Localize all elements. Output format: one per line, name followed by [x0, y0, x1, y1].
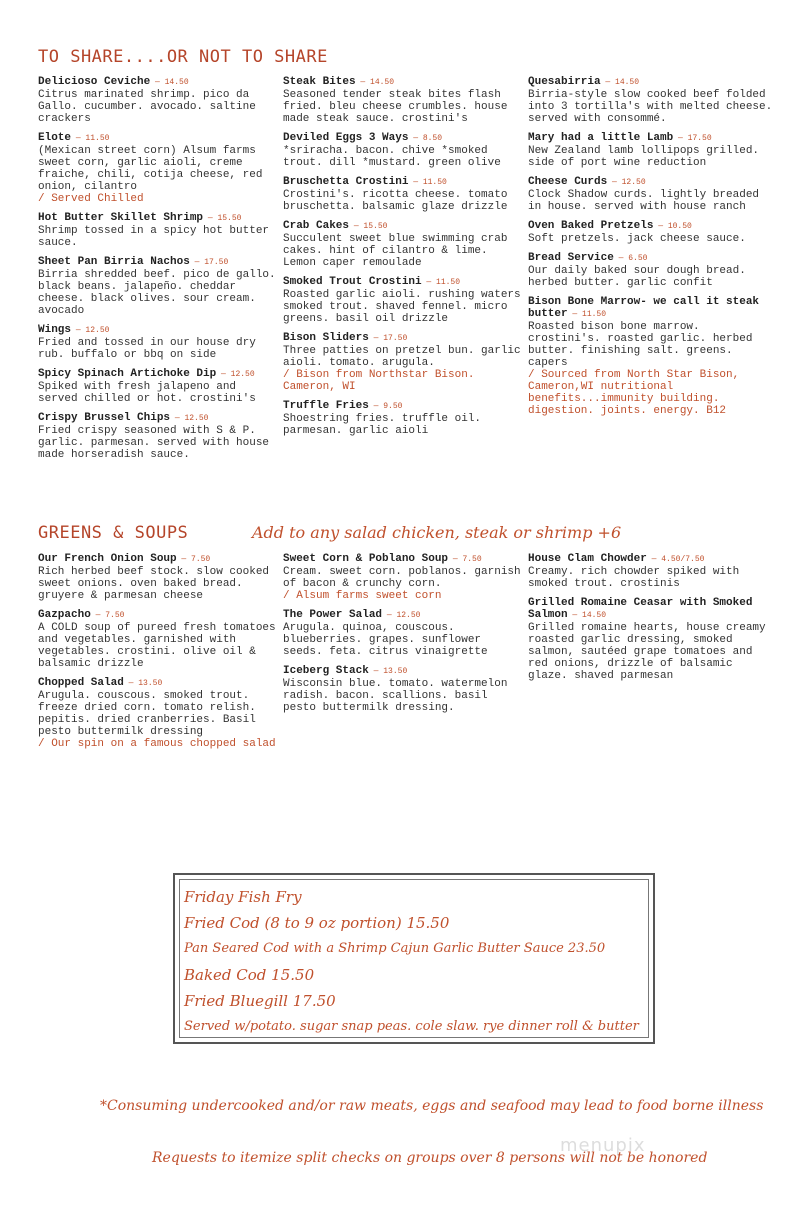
menu-item-name: Mary had a little Lamb — [528, 132, 674, 144]
menu-item-name: House Clam Chowder — [528, 553, 647, 565]
menu-item-name: Bison Sliders — [283, 332, 369, 344]
menu-item: Cheese Curds — 12.50 Clock Shadow curds. lightly breaded in house. served with house ranch — [528, 176, 778, 213]
fish-fry-item: Pan Seared Cod with a Shrimp Cajun Garlic Butter Sauce 23.50 — [184, 941, 606, 956]
menu-item-description: Seasoned tender steak bites flash fried. bleu cheese crumbles. house made steak sauce. crostini's — [283, 89, 508, 125]
share-column-3 — [528, 76, 778, 424]
menu-item-description: Birria-style slow cooked beef folded into 3 tortilla's with melted cheese. served with consommé. — [528, 89, 773, 125]
menu-item-description: Spiked with fresh jalapeno and served chilled or hot. crostini's — [38, 381, 256, 405]
menu-item-note: / Sourced from North Star Bison, Cameron,WI nutritional benefits...immunity building. digestion. joints. energy. B12 — [528, 369, 740, 417]
menu-item: Spicy Spinach Artichoke Dip — 12.50 Spiked with fresh jalapeno and served chilled or hot. crostini's — [38, 368, 276, 405]
menu-item: Bison Bone Marrow- we call it steak butter — 11.50 Roasted bison bone marrow. crostini's. roasted garlic. herbed butter. finishing salt. greens. capers / Sourced from North Star Bison, Cameron,WI nutritional benefits...immunity building. digestion. joints. energy. B12 — [528, 296, 778, 417]
menu-item: Chopped Salad — 13.50 Arugula. couscous. smoked trout. freeze dried corn. tomato relish. pepitis. dried cranberries. Basil pesto buttermilk dressing / Our spin on a famous chopped salad — [38, 677, 276, 750]
fish-fry-title: Friday Fish Fry — [184, 888, 302, 906]
watermark: menupix — [560, 1135, 646, 1156]
menu-item-name: Bruschetta Crostini — [283, 176, 409, 188]
fish-fry-inner — [179, 879, 649, 1038]
menu-item: Grilled Romaine Ceasar with Smoked Salmon — 14.50 Grilled romaine hearts, house creamy roasted garlic dressing, smoked salmon, sautéed grape tomatoes and red onions, drizzle of balsamic glaze. shaved parmesan — [528, 597, 778, 682]
split-check-notice: Requests to itemize split checks on groups over 8 persons will not be honored — [152, 1150, 708, 1166]
menu-item-name: Delicioso Ceviche — [38, 76, 151, 88]
share-section-title: TO SHARE....OR NOT TO SHARE — [38, 47, 328, 67]
menu-item-name: Iceberg Stack — [283, 665, 369, 677]
menu-item: Bread Service — 6.50 Our daily baked sour dough bread. herbed butter. garlic confit — [528, 252, 778, 289]
menu-item-description: Creamy. rich chowder spiked with smoked trout. crostinis — [528, 566, 740, 590]
menu-item-price: 12.50 — [396, 611, 421, 620]
menu-item-name: The Power Salad — [283, 609, 383, 621]
menu-item-price: 14.50 — [370, 78, 395, 87]
fish-fry-item: Fried Cod (8 to 9 oz portion) 15.50 — [184, 914, 450, 932]
menu-item-description: Succulent sweet blue swimming crab cakes. hint of cilantro & lime. Lemon caper remoulade — [283, 233, 508, 269]
menu-item: House Clam Chowder — 4.50/7.50 Creamy. rich chowder spiked with smoked trout. crostinis — [528, 553, 778, 590]
menu-item-description: Fried and tossed in our house dry rub. buffalo or bbq on side — [38, 337, 256, 361]
menu-item-price: 11.50 — [85, 134, 110, 143]
fish-fry-box — [173, 873, 655, 1044]
menu-item-price: 15.50 — [363, 222, 388, 231]
menu-item-description: Clock Shadow curds. lightly breaded in house. served with house ranch — [528, 189, 760, 213]
fish-fry-item: Baked Cod 15.50 — [184, 966, 315, 984]
menu-item: The Power Salad — 12.50 Arugula. quinoa, couscous. blueberries. grapes. sunflower seeds. feta. citrus vinaigrette — [283, 609, 521, 658]
menu-item: Steak Bites — 14.50 Seasoned tender steak bites flash fried. bleu cheese crumbles. house made steak sauce. crostini's — [283, 76, 521, 125]
menu-item-price: 9.50 — [383, 402, 403, 411]
menu-item-name: Quesabirria — [528, 76, 601, 88]
menu-item-name: Our French Onion Soup — [38, 553, 177, 565]
menu-item: Smoked Trout Crostini — 11.50 Roasted garlic aioli. rushing waters smoked trout. shaved fennel. micro greens. basil oil drizzle — [283, 276, 521, 325]
menu-item-price: 7.50 — [462, 555, 482, 564]
menu-item-price: 12.50 — [230, 370, 255, 379]
greens-section-title: GREENS & SOUPS — [38, 523, 189, 543]
menu-item: Hot Butter Skillet Shrimp — 15.50 Shrimp tossed in a spicy hot butter sauce. — [38, 212, 276, 249]
menu-item-name: Wings — [38, 324, 72, 336]
menu-item-name: Grilled Romaine Ceasar with Smoked Salmon — [528, 597, 753, 621]
menu-item-name: Smoked Trout Crostini — [283, 276, 422, 288]
menu-item-description: Roasted bison bone marrow. crostini's. roasted garlic. herbed butter. finishing salt. greens. capers — [528, 321, 753, 369]
menu-item-name: Gazpacho — [38, 609, 91, 621]
menu-item-price: 6.50 — [628, 254, 648, 263]
menu-item-description: Three patties on pretzel bun. garlic aioli. tomato. arugula. — [283, 345, 521, 369]
menu-item: Our French Onion Soup — 7.50 Rich herbed beef stock. slow cooked sweet onions. oven baked bread. gruyere & parmesan cheese — [38, 553, 276, 602]
menu-item-name: Oven Baked Pretzels — [528, 220, 654, 232]
menu-item-name: Truffle Fries — [283, 400, 369, 412]
menu-item-description: Citrus marinated shrimp. pico da Gallo. cucumber. avocado. saltine crackers — [38, 89, 256, 125]
menu-item-price: 7.50 — [191, 555, 211, 564]
menu-item-name: Deviled Eggs 3 Ways — [283, 132, 409, 144]
menu-item-price: 13.50 — [138, 679, 163, 688]
menu-item-description: Our daily baked sour dough bread. herbed butter. garlic confit — [528, 265, 746, 289]
menu-item-price: 11.50 — [422, 178, 447, 187]
menu-item-price: 12.50 — [184, 414, 209, 423]
menu-item-name: Spicy Spinach Artichoke Dip — [38, 368, 217, 380]
menu-item-description: Grilled romaine hearts, house creamy roasted garlic dressing, smoked salmon, sautéed grape tomatoes and red onions, drizzle of balsamic glaze. shaved parmesan — [528, 622, 766, 682]
share-column-2 — [283, 76, 521, 444]
menu-item-description: Wisconsin blue. tomato. watermelon radish. bacon. scallions. basil pesto buttermilk dressing. — [283, 678, 508, 714]
menu-item: Elote — 11.50 (Mexican street corn) Alsum farms sweet corn, garlic aioli, creme fraiche, chili, cotija cheese, red onion, cilantro / Served Chilled — [38, 132, 276, 205]
menu-item-name: Steak Bites — [283, 76, 356, 88]
menu-item-price: 14.50 — [615, 78, 640, 87]
menu-item: Crispy Brussel Chips — 12.50 Fried crispy seasoned with S & P. garlic. parmesan. served with house made horseradish sauce. — [38, 412, 276, 461]
menu-item-price: 17.50 — [687, 134, 712, 143]
fish-fry-item: Fried Bluegill 17.50 — [184, 992, 336, 1010]
menu-item: Mary had a little Lamb — 17.50 New Zealand lamb lollipops grilled. side of port wine reduction — [528, 132, 778, 169]
greens-column-2 — [283, 553, 521, 721]
menu-item-price: 11.50 — [582, 310, 607, 319]
menu-item-price: 12.50 — [85, 326, 110, 335]
menu-item: Truffle Fries — 9.50 Shoestring fries. truffle oil. parmesan. garlic aioli — [283, 400, 521, 437]
menu-item-name: Chopped Salad — [38, 677, 124, 689]
menu-item-price: 14.50 — [582, 611, 607, 620]
menu-item-price: 8.50 — [422, 134, 443, 143]
menu-item-description: Crostini's. ricotta cheese. tomato bruschetta. balsamic glaze drizzle — [283, 189, 508, 213]
menu-item-description: Rich herbed beef stock. slow cooked sweet onions. oven baked bread. gruyere & parmesan cheese — [38, 566, 270, 602]
menu-item-price: 7.50 — [105, 611, 125, 620]
menu-item: Gazpacho — 7.50 A COLD soup of pureed fresh tomatoes and vegetables. garnished with vegetables. crostini. olive oil & balsamic drizzle — [38, 609, 276, 670]
menu-item: Oven Baked Pretzels — 10.50 Soft pretzels. jack cheese sauce. — [528, 220, 778, 245]
menu-item-description: Shoestring fries. truffle oil. parmesan. garlic aioli — [283, 413, 482, 437]
menu-item-price: 17.50 — [383, 334, 408, 343]
menu-item-name: Elote — [38, 132, 72, 144]
menu-item: Quesabirria — 14.50 Birria-style slow cooked beef folded into 3 tortilla's with melted cheese. served with consommé. — [528, 76, 778, 125]
fish-fry-sides: Served w/potato. sugar snap peas. cole slaw. rye dinner roll & butter — [184, 1019, 639, 1034]
menu-item-description: Arugula. couscous. smoked trout. freeze dried corn. tomato relish. pepitis. dried cranberries. Basil pesto buttermilk dressing — [38, 690, 256, 738]
menu-item-price: 10.50 — [667, 222, 692, 231]
menu-item: Iceberg Stack — 13.50 Wisconsin blue. tomato. watermelon radish. bacon. scallions. basil pesto buttermilk dressing. — [283, 665, 521, 714]
menu-item-description: Arugula. quinoa, couscous. blueberries. grapes. sunflower seeds. feta. citrus vinaigrette — [283, 622, 488, 658]
menu-item-description: Shrimp tossed in a spicy hot butter sauce. — [38, 225, 270, 249]
menu-item-description: Birria shredded beef. pico de gallo. black beans. jalapeño. cheddar cheese. black olives. sour cream. avocado — [38, 269, 276, 317]
menu-item-description: Fried crispy seasoned with S & P. garlic. parmesan. served with house made horseradish sauce. — [38, 425, 270, 461]
greens-column-1 — [38, 553, 276, 757]
menu-item: Delicioso Ceviche — 14.50 Citrus marinated shrimp. pico da Gallo. cucumber. avocado. saltine crackers — [38, 76, 276, 125]
menu-item-note: / Alsum farms sweet corn — [283, 590, 442, 602]
menu-item-description: Roasted garlic aioli. rushing waters smoked trout. shaved fennel. micro greens. basil oil drizzle — [283, 289, 521, 325]
menu-item: Bruschetta Crostini — 11.50 Crostini's. ricotta cheese. tomato bruschetta. balsamic glaze drizzle — [283, 176, 521, 213]
menu-item-description: Soft pretzels. jack cheese sauce. — [528, 233, 746, 245]
menu-item-name: Bread Service — [528, 252, 614, 264]
menu-item-name: Sheet Pan Birria Nachos — [38, 256, 190, 268]
menu-item-description: A COLD soup of pureed fresh tomatoes and vegetables. garnished with vegetables. crostini. olive oil & balsamic drizzle — [38, 622, 276, 670]
menu-item-name: Sweet Corn & Poblano Soup — [283, 553, 449, 565]
menu-item-price: 14.50 — [164, 78, 189, 87]
menu-item-price: 15.50 — [217, 214, 242, 223]
menu-item: Sweet Corn & Poblano Soup — 7.50 Cream. sweet corn. poblanos. garnish of bacon & crunchy corn. / Alsum farms sweet corn — [283, 553, 521, 602]
menu-item-price: 4.50/7.50 — [661, 555, 705, 564]
menu-item-description: Cream. sweet corn. poblanos. garnish of bacon & crunchy corn. — [283, 566, 521, 590]
menu-item: Deviled Eggs 3 Ways — 8.50 *sriracha. bacon. chive *smoked trout. dill *mustard. green olive — [283, 132, 521, 169]
menu-item-note: / Our spin on a famous chopped salad — [38, 738, 276, 750]
menu-item-description: New Zealand lamb lollipops grilled. side of port wine reduction — [528, 145, 760, 169]
greens-column-3 — [528, 553, 778, 689]
salad-addon-note: Add to any salad chicken, steak or shrimp +6 — [252, 523, 622, 542]
menu-item-name: Bison Bone Marrow- we call it steak butter — [528, 296, 760, 320]
menu-item-name: Crispy Brussel Chips — [38, 412, 171, 424]
menu-item-price: 12.50 — [621, 178, 646, 187]
menu-item-description: (Mexican street corn) Alsum farms sweet corn, garlic aioli, creme fraiche, chili, cotija cheese, red onion, cilantro — [38, 145, 263, 193]
share-column-1 — [38, 76, 276, 468]
menu-item: Wings — 12.50 Fried and tossed in our house dry rub. buffalo or bbq on side — [38, 324, 276, 361]
menu-item-price: 11.50 — [436, 278, 461, 287]
menu-item-note: / Served Chilled — [38, 193, 144, 205]
menu-item-description: *sriracha. bacon. chive *smoked trout. dill *mustard. green olive — [283, 145, 501, 169]
menu-item-price: 13.50 — [383, 667, 408, 676]
menu-item-note: / Bison from Northstar Bison. Cameron, WI — [283, 369, 475, 393]
menu-item: Sheet Pan Birria Nachos — 17.50 Birria shredded beef. pico de gallo. black beans. jalapeño. cheddar cheese. black olives. sour cream. avocado — [38, 256, 276, 317]
food-safety-warning: *Consuming undercooked and/or raw meats, eggs and seafood may lead to food borne illness — [100, 1098, 764, 1114]
menu-item-name: Cheese Curds — [528, 176, 608, 188]
menu-item: Bison Sliders — 17.50 Three patties on pretzel bun. garlic aioli. tomato. arugula. / Bison from Northstar Bison. Cameron, WI — [283, 332, 521, 393]
menu-item-name: Crab Cakes — [283, 220, 350, 232]
menu-item: Crab Cakes — 15.50 Succulent sweet blue swimming crab cakes. hint of cilantro & lime. Lemon caper remoulade — [283, 220, 521, 269]
menu-item-price: 17.50 — [204, 258, 229, 267]
menu-item-name: Hot Butter Skillet Shrimp — [38, 212, 204, 224]
